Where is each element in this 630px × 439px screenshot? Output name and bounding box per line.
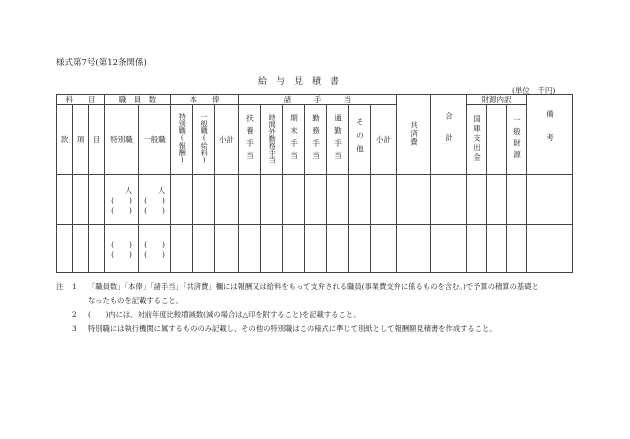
header-term-end-allowance: 期末手当 <box>283 105 305 175</box>
header-total: 合計 <box>431 95 467 175</box>
cell <box>371 175 397 225</box>
header-special-remuneration: 特別職(報酬) <box>171 105 193 175</box>
header-allowance-subtotal: 小計 <box>371 105 397 175</box>
notes-label: 注 <box>56 282 64 291</box>
header-allowances: 諸 手 当 <box>239 95 397 105</box>
cell <box>349 175 371 225</box>
diff-paren: ( ) <box>144 249 165 259</box>
cell <box>305 175 327 225</box>
note-3: 特別職には執行機関に属するもののみ記載し、その他の特別職はこの様式に準じて別紙として報酬額見積書を作成すること。 <box>88 324 497 333</box>
header-funding-breakdown: 財源内訳 <box>467 95 527 105</box>
cell-special-staff <box>105 225 139 273</box>
diff-paren: ( ) <box>111 195 132 205</box>
header-kamoku: 科 目 <box>57 95 105 105</box>
cell <box>327 175 349 225</box>
header-national-subsidy: 国庫支出金 <box>467 105 487 175</box>
cell-ko <box>73 175 89 225</box>
cell <box>261 175 283 225</box>
cell <box>507 175 527 225</box>
cell <box>283 225 305 273</box>
person-unit: 人 <box>124 185 133 195</box>
diff-paren: ( ) <box>111 249 132 259</box>
header-moku: 目 <box>89 105 105 175</box>
table-row <box>57 225 573 273</box>
cell <box>305 225 327 273</box>
cell-moku <box>89 175 105 225</box>
cell <box>467 225 487 273</box>
cell <box>431 225 467 273</box>
note-number: 1 <box>72 282 77 291</box>
cell <box>215 225 239 273</box>
cell <box>371 225 397 273</box>
cell-kan <box>57 225 73 273</box>
cell <box>239 225 261 273</box>
document-title: 給 与 見 積 書 <box>258 77 340 87</box>
cell <box>527 175 573 225</box>
cell <box>397 225 431 273</box>
cell <box>487 225 507 273</box>
diff-paren: ( ) <box>111 205 132 215</box>
table-row <box>57 175 573 225</box>
header-general-staff: 一般職 <box>139 105 171 175</box>
cell <box>193 225 215 273</box>
cell <box>467 175 487 225</box>
header-base-subtotal: 小計 <box>215 105 239 175</box>
cell-ko <box>73 225 89 273</box>
header-commute-allowance: 通勤手当 <box>327 105 349 175</box>
cell <box>397 175 431 225</box>
cell <box>487 175 507 225</box>
cell-general-staff <box>139 175 171 225</box>
note-2: ( )内には、対前年度比較増減数(減の場合は△印を附すること)を記載すること。 <box>88 310 361 319</box>
header-general-funding: 一般財源 <box>507 105 527 175</box>
header-dependents-allowance: 扶養手当 <box>239 105 261 175</box>
cell <box>239 175 261 225</box>
header-remarks: 備考 <box>527 95 573 175</box>
diff-paren: ( ) <box>111 239 132 249</box>
cell <box>327 225 349 273</box>
cell <box>431 175 467 225</box>
cell <box>193 175 215 225</box>
cell <box>171 175 193 225</box>
header-base-salary: 本 俸 <box>171 95 239 105</box>
cell-kan <box>57 175 73 225</box>
cell <box>283 175 305 225</box>
cell <box>527 225 573 273</box>
salary-estimate-table <box>56 94 573 273</box>
header-blank-funding <box>487 105 507 175</box>
diff-paren: ( ) <box>144 195 165 205</box>
cell-special-staff <box>105 175 139 225</box>
unit-label: (単位 千円) <box>512 86 556 95</box>
cell <box>215 175 239 225</box>
cell-moku <box>89 225 105 273</box>
cell <box>349 225 371 273</box>
diff-paren: ( ) <box>144 239 165 249</box>
header-overtime-allowance: 時間外勤務手当 <box>261 105 283 175</box>
note-1-line-1: 「職員数」「本俸」「諸手当」「共済費」欄には報酬又は給料をもって支弁される職員(事業費支弁に係るものを含む。)で予算の積算の基礎と <box>88 282 539 291</box>
header-diligence-allowance: 勤務手当 <box>305 105 327 175</box>
header-other-allowance: その他 <box>349 105 371 175</box>
diff-paren: ( ) <box>144 205 165 215</box>
cell <box>261 225 283 273</box>
note-1-line-2: なったものを記載すること。 <box>88 296 183 305</box>
header-kan: 款 <box>57 105 73 175</box>
header-staff-count: 職 員 数 <box>105 95 171 105</box>
header-mutual-aid: 共済費 <box>397 95 431 175</box>
cell-general-staff <box>139 225 171 273</box>
note-number: 2 <box>72 310 77 319</box>
person-unit: 人 <box>157 185 166 195</box>
header-general-salary: 一般職(給料) <box>193 105 215 175</box>
notes <box>56 280 576 336</box>
note-number: 3 <box>72 324 77 333</box>
cell <box>507 225 527 273</box>
header-ko: 項 <box>73 105 89 175</box>
cell <box>171 225 193 273</box>
form-number: 様式第7号(第12条関係) <box>56 58 147 68</box>
header-special-staff: 特別職 <box>105 105 139 175</box>
